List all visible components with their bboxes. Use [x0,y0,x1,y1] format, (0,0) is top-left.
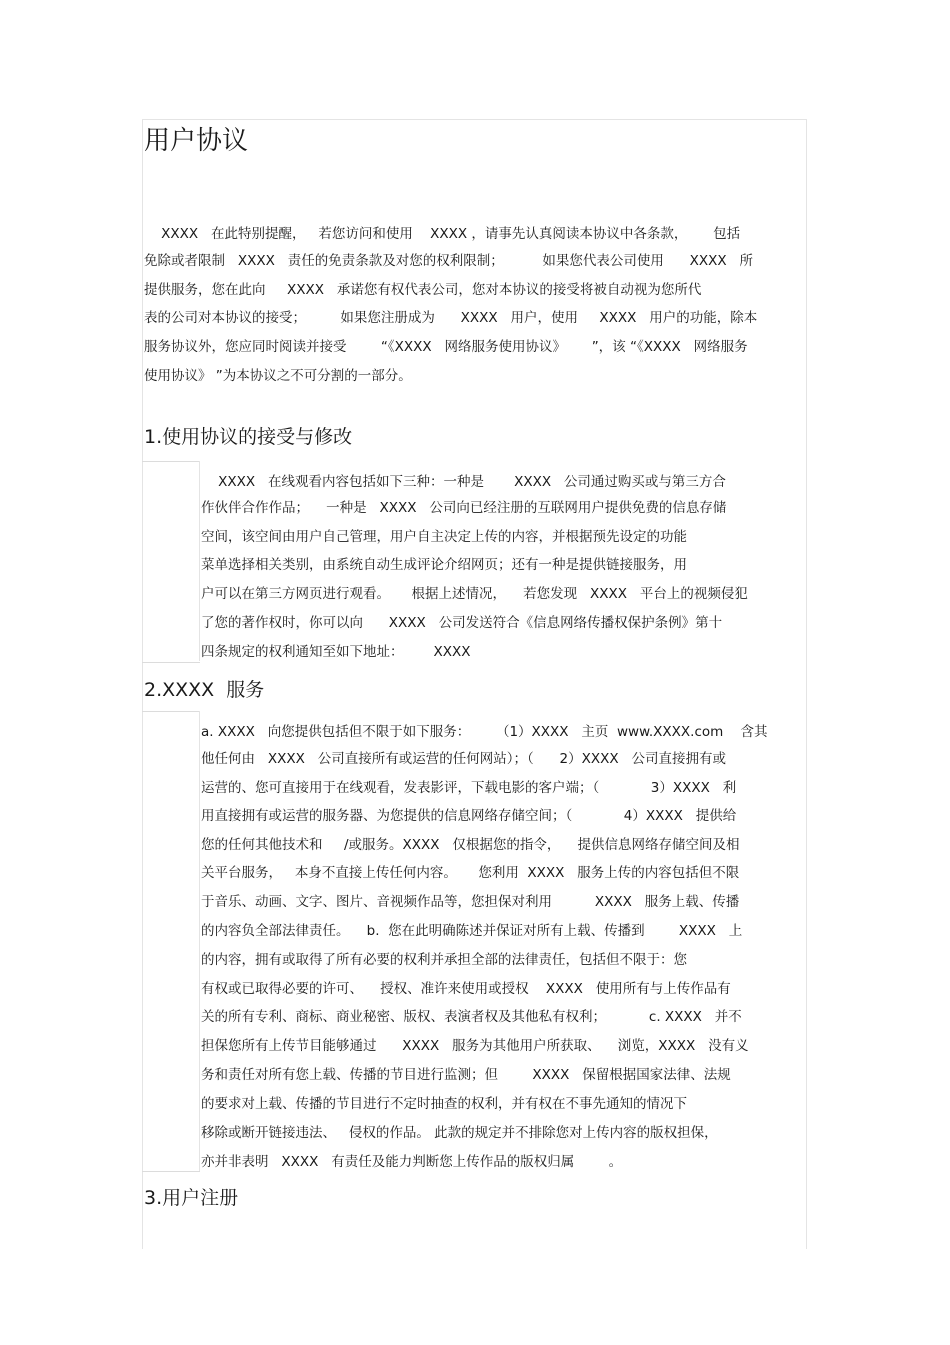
intro-line: 免除或者限制 XXXX 责任的免责条款及对您的权利限制； 如果您代表公司使用 XXXX 所 [144,253,753,269]
section-line: a. XXXX 向您提供包括但不限于如下服务： （1）XXXX 主页 www.XXXX.com 含其 [201,724,768,740]
section-line: XXXX 在线观看内容包括如下三种：一种是 XXXX 公司通过购买或与第三方合 [201,474,726,490]
section-heading-3: 3.用户注册 [144,1187,239,1209]
page-title: 用户协议 [144,126,249,156]
section-line: 空间，该空间由用户自己管理，用户自主决定上传的内容，并根据预先设定的功能 [201,529,687,545]
intro-line: 提供服务，您在此向 XXXX 承诺您有权代表公司，您对本协议的接受将被自动视为您所代 [144,282,702,298]
section-line: 的要求对上载、传播的节目进行不定时抽查的权利，并有权在不事先通知的情况下 [201,1096,687,1112]
section-line: 菜单选择相关类别，由系统自动生成评论介绍网页；还有一种是提供链接服务，用 [201,557,687,573]
section-line: 四条规定的权利通知至如下地址： XXXX [201,644,471,660]
section-line: 于音乐、动画、文字、图片、音视频作品等，您担保对利用 XXXX 服务上载、传播 [201,894,740,910]
section-line: 您的任何其他技术和 /或服务。XXXX 仅根据您的指令， 提供信息网络存储空间及相 [201,837,740,853]
section-divider [142,662,200,663]
section-line: 关平台服务， 本身不直接上传任何内容。 您利用 XXXX 服务上传的内容包括但不限 [201,865,740,881]
section-line: 了您的著作权时，你可以向 XXXX 公司发送符合《信息网络传播权保护条例》第十 [201,615,723,631]
section-divider [142,1171,200,1172]
section-line: 关的所有专利、商标、商业秘密、版权、表演者权及其他私有权利； c. XXXX 并不 [201,1009,742,1025]
section-line: 担保您所有上传节目能够通过 XXXX 服务为其他用户所获取、 浏览，XXXX 没有义 [201,1038,749,1054]
section-heading-2: 2.XXXX 服务 [144,679,265,701]
intro-line: XXXX 在此特别提醒， 若您访问和使用 XXXX ，请事先认真阅读本协议中各条款， 包括 [144,226,741,242]
section-line: 的内容，拥有或取得了所有必要的权利并承担全部的法律责任，包括但不限于：您 [201,952,687,968]
section-line: 用直接拥有或运营的服务器、为您提供的信息网络存储空间；（ 4）XXXX 提供给 [201,808,737,824]
section-divider [142,711,200,712]
section-line: 他任何由 XXXX 公司直接所有或运营的任何网站）；（ 2）XXXX 公司直接拥有或 [201,751,726,767]
section-line: 有权或已取得必要的许可、 授权、准许来使用或授权 XXXX 使用所有与上传作品有 [201,981,731,997]
intro-line: 服务协议外，您应同时阅读并接受 “《XXXX 网络服务使用协议》 ”，该 “《XXXX 网络服务 [144,339,748,355]
section-line: 务和责任对所有您上载、传播的节目进行监测；但 XXXX 保留根据国家法律、法规 [201,1067,731,1083]
intro-line: 表的公司对本协议的接受； 如果您注册成为 XXXX 用户，使用 XXXX 用户的功能，除本 [144,310,758,326]
section-divider [142,461,200,462]
intro-line: 使用协议》 ”为本协议之不可分割的一部分。 [144,368,412,384]
section-line: 作伙伴合作作品； 一种是 XXXX 公司向已经注册的互联网用户提供免费的信息存储 [201,500,727,516]
section-line: 的内容负全部法律责任。 b. 您在此明确陈述并保证对所有上载、传播到 XXXX 上 [201,923,743,939]
section-heading-1: 1.使用协议的接受与修改 [144,426,353,448]
section-line: 户可以在第三方网页进行观看。 根据上述情况， 若您发现 XXXX 平台上的视频侵犯 [201,586,748,602]
section-indent-rule [199,711,200,1171]
section-indent-rule [199,461,200,661]
section-line: 亦并非表明 XXXX 有责任及能力判断您上传作品的版权归属 。 [201,1154,623,1170]
section-line: 运营的、您可直接用于在线观看，发表影评，下载电影的客户端；（ 3）XXXX 利 [201,780,737,796]
section-line: 移除或断开链接违法、 侵权的作品。 此款的规定并不排除您对上传内容的版权担保， [201,1125,718,1141]
